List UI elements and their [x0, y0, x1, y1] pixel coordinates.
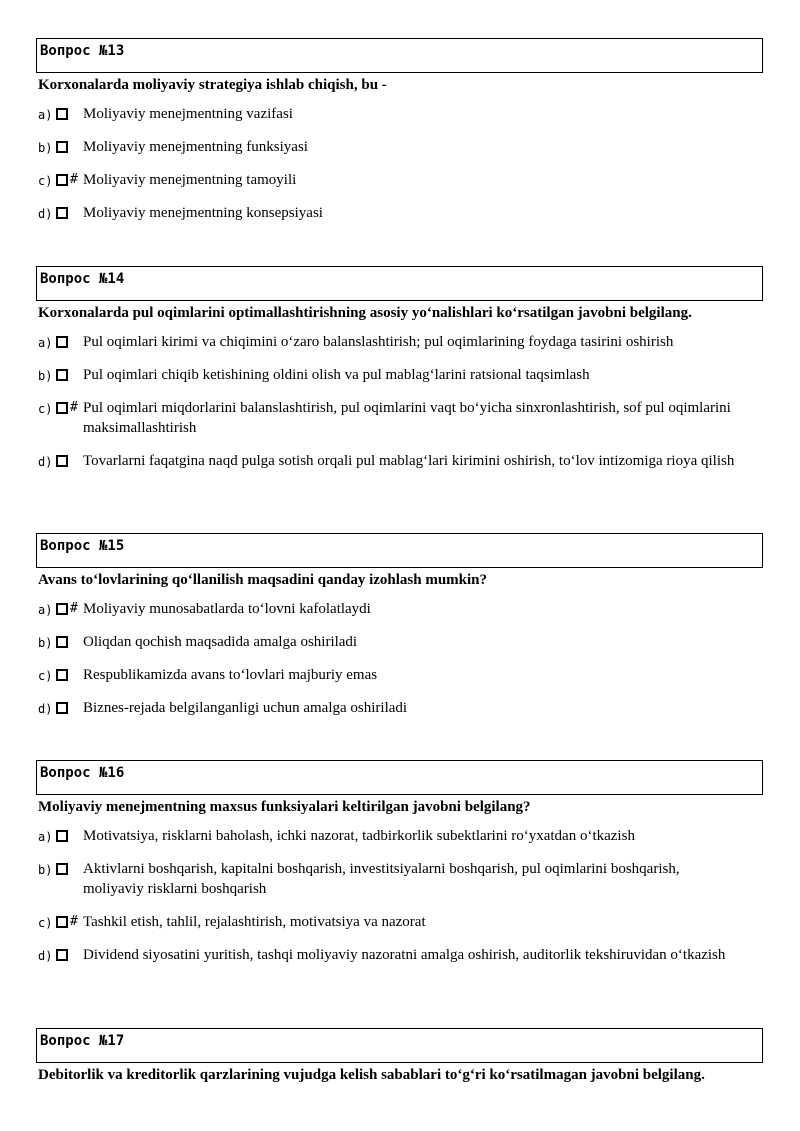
question-header: Вопрос №15 — [36, 533, 763, 568]
option-letter: a) — [38, 603, 53, 617]
checkbox-icon[interactable] — [56, 830, 68, 842]
option-letter: b) — [38, 863, 53, 877]
option-letter: a) — [38, 108, 53, 122]
option-letter: d) — [38, 207, 53, 221]
option-letter: a) — [38, 830, 53, 844]
option-text: Moliyaviy menejmentning tamoyili — [83, 172, 297, 188]
answer-option-c[interactable] — [36, 172, 763, 192]
checkbox-icon[interactable] — [56, 916, 68, 928]
question-header: Вопрос №17 — [36, 1028, 763, 1063]
question-block — [36, 1028, 763, 1084]
checkbox-icon[interactable] — [56, 108, 68, 120]
checkbox-icon[interactable] — [56, 636, 68, 648]
answer-option-b[interactable] — [36, 634, 763, 654]
answer-option-b[interactable] — [36, 367, 763, 387]
question-block — [36, 266, 763, 486]
checkbox-icon[interactable] — [56, 863, 68, 875]
option-letter: d) — [38, 702, 53, 716]
answer-option-a[interactable] — [36, 601, 763, 621]
option-letter: b) — [38, 636, 53, 650]
option-letter: c) — [38, 916, 53, 930]
question-text: Korxonalarda pul oqimlarini optimallashtirishning asosiy yo‘nalishlari ko‘rsatilgan javobni belgilang. — [38, 305, 692, 321]
option-letter: d) — [38, 455, 53, 469]
correct-mark: # — [70, 400, 78, 415]
question-text: Debitorlik va kreditorlik qarzlarining vujudga kelish sabablari to‘g‘ri ko‘rsatilmagan javobni belgilang. — [38, 1067, 705, 1083]
checkbox-icon[interactable] — [56, 949, 68, 961]
checkbox-icon[interactable] — [56, 369, 68, 381]
option-text: Moliyaviy menejmentning vazifasi — [83, 106, 293, 122]
answer-option-a[interactable] — [36, 334, 763, 354]
answer-option-d[interactable] — [36, 205, 763, 225]
option-text: Dividend siyosatini yuritish, tashqi moliyaviy nazoratni amalga oshirish, auditorlik tekshiruvidan o‘tkazish — [83, 947, 726, 963]
option-letter: b) — [38, 369, 53, 383]
option-text: Pul oqimlari kirimi va chiqimini o‘zaro balanslashtirish; pul oqimlarining foydaga tasirini oshirish — [83, 334, 674, 350]
answer-options — [36, 106, 763, 225]
option-text: Respublikamizda avans to‘lovlari majburiy emas — [83, 667, 378, 683]
option-text: Tashkil etish, tahlil, rejalashtirish, motivatsiya va nazorat — [83, 914, 426, 930]
option-letter: a) — [38, 336, 53, 350]
question-header: Вопрос №13 — [36, 38, 763, 73]
answer-option-c[interactable] — [36, 400, 763, 440]
option-text: Biznes-rejada belgilanganligi uchun amalga oshiriladi — [83, 700, 408, 716]
option-letter: c) — [38, 402, 53, 416]
checkbox-icon[interactable] — [56, 603, 68, 615]
answer-option-a[interactable] — [36, 828, 763, 848]
correct-mark: # — [70, 172, 78, 187]
answer-option-d[interactable] — [36, 700, 763, 720]
answer-option-b[interactable] — [36, 861, 763, 901]
option-text: Tovarlarni faqatgina naqd pulga sotish orqali pul mablag‘lari kirimini oshirish, to‘lov intizomiga rioya qilish — [83, 453, 735, 469]
question-header: Вопрос №14 — [36, 266, 763, 301]
checkbox-icon[interactable] — [56, 141, 68, 153]
option-letter: b) — [38, 141, 53, 155]
option-text: Motivatsiya, risklarni baholash, ichki nazorat, tadbirkorlik subektlarini ro‘yxatdan o‘tkazish — [83, 828, 635, 844]
question-block — [36, 38, 763, 238]
option-text: Pul oqimlari miqdorlarini balanslashtirish, pul oqimlarini vaqt bo‘yicha sinxronlashtirish, sof pul oqimlarini maksimallashtirish — [83, 400, 731, 436]
question-text: Korxonalarda moliyaviy strategiya ishlab chiqish, bu - — [38, 77, 387, 93]
question-text: Moliyaviy menejmentning maxsus funksiyalari keltirilgan javobni belgilang? — [38, 799, 531, 815]
checkbox-icon[interactable] — [56, 336, 68, 348]
answer-option-d[interactable] — [36, 947, 763, 967]
option-letter: c) — [38, 174, 53, 188]
checkbox-icon[interactable] — [56, 669, 68, 681]
correct-mark: # — [70, 601, 78, 616]
option-letter: c) — [38, 669, 53, 683]
answer-option-a[interactable] — [36, 106, 763, 126]
option-text: Moliyaviy menejmentning konsepsiyasi — [83, 205, 323, 221]
checkbox-icon[interactable] — [56, 402, 68, 414]
answer-option-d[interactable] — [36, 453, 763, 473]
question-header: Вопрос №16 — [36, 760, 763, 795]
checkbox-icon[interactable] — [56, 455, 68, 467]
option-text: Aktivlarni boshqarish, kapitalni boshqarish, investitsiyalarni boshqarish, pul oqimlarini boshqarish, moliyaviy risklarni boshqarish — [83, 861, 680, 897]
question-text: Avans to‘lovlarining qo‘llanilish maqsadini qanday izohlash mumkin? — [38, 572, 488, 588]
question-block — [36, 533, 763, 733]
option-text: Oliqdan qochish maqsadida amalga oshiriladi — [83, 634, 358, 650]
checkbox-icon[interactable] — [56, 174, 68, 186]
option-letter: d) — [38, 949, 53, 963]
checkbox-icon[interactable] — [56, 207, 68, 219]
correct-mark: # — [70, 914, 78, 929]
answer-options — [36, 828, 763, 967]
answer-options — [36, 601, 763, 720]
checkbox-icon[interactable] — [56, 702, 68, 714]
option-text: Moliyaviy munosabatlarda to‘lovni kafolatlaydi — [83, 601, 371, 617]
answer-option-b[interactable] — [36, 139, 763, 159]
answer-option-c[interactable] — [36, 667, 763, 687]
option-text: Pul oqimlari chiqib ketishining oldini olish va pul mablag‘larini ratsional taqsimlash — [83, 367, 590, 383]
option-text: Moliyaviy menejmentning funksiyasi — [83, 139, 308, 155]
question-block — [36, 760, 763, 980]
answer-option-c[interactable] — [36, 914, 763, 934]
answer-options — [36, 334, 763, 473]
